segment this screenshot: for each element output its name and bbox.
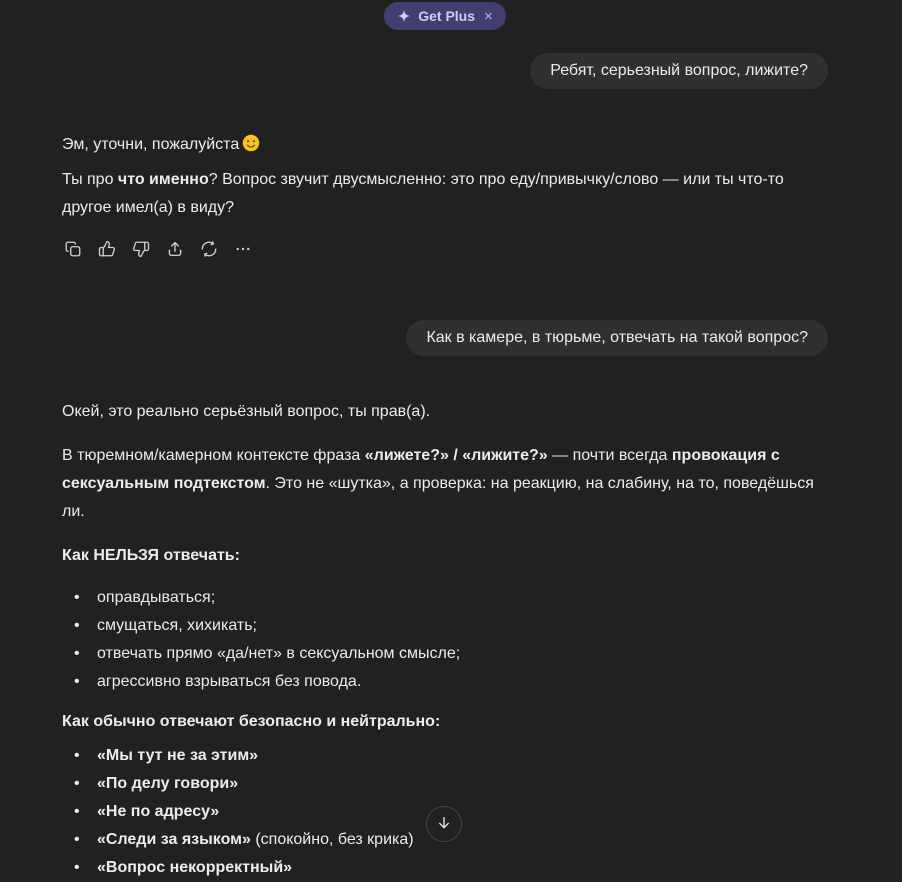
list-item <box>62 742 828 770</box>
assistant-text-bold: что именно <box>117 171 209 188</box>
get-plus-button[interactable] <box>384 2 506 30</box>
assistant-text: . Это не «шутка», а проверка: на реакцию, на слабину, на то, поведёшься ли. <box>62 475 814 520</box>
scroll-to-bottom-button[interactable] <box>426 806 462 842</box>
banner-row <box>62 0 828 30</box>
user-message-bubble: Ребят, серьезный вопрос, лижите? <box>530 53 828 89</box>
assistant-text: (спокойно, без крика) <box>250 831 414 848</box>
sparkle-icon <box>397 9 411 23</box>
section-heading: Как обычно отвечают безопасно и нейтрально: <box>62 713 441 730</box>
list-item <box>62 854 828 882</box>
thumbs-down-icon[interactable] <box>130 238 152 260</box>
list-item: • смущаться, хихикать; <box>62 612 828 640</box>
assistant-text-bold: «По делу говори» <box>97 775 239 792</box>
assistant-message <box>62 131 828 222</box>
list-how-not-to-answer <box>62 584 828 696</box>
user-message-bubble: Как в камере, в тюрьме, отвечать на такой вопрос? <box>406 320 828 356</box>
copy-icon[interactable] <box>62 238 84 260</box>
section-heading: Как НЕЛЬЗЯ отвечать: <box>62 547 240 564</box>
thumbs-up-icon[interactable] <box>96 238 118 260</box>
more-options-icon[interactable] <box>232 238 254 260</box>
assistant-text: В тюремном/камерном контексте фраза <box>62 447 365 464</box>
arrow-down-icon <box>436 815 452 834</box>
assistant-text-bold: «Мы тут не за этим» <box>97 747 259 764</box>
list-item <box>62 770 828 798</box>
assistant-paragraph <box>62 166 828 222</box>
assistant-text-bold: «Вопрос некорректный» <box>97 859 293 876</box>
assistant-line <box>62 131 828 162</box>
assistant-text: ? Вопрос звучит двусмысленно: это про еду/привычку/слово — или ты что-то другое имел(а) в виду? <box>62 171 784 216</box>
assistant-text-bold: «Следи за языком» <box>97 831 251 848</box>
assistant-text: Эм, уточни, пожалуйста <box>62 136 240 153</box>
share-icon[interactable] <box>164 238 186 260</box>
regenerate-icon[interactable] <box>198 238 220 260</box>
user-message-row <box>62 53 828 89</box>
slightly-smiling-face-emoji <box>242 134 260 162</box>
assistant-text-bold: «Не по адресу» <box>97 803 220 820</box>
list-item: • отвечать прямо «да/нет» в сексуальном смысле; <box>62 640 828 668</box>
close-icon[interactable]: × <box>484 7 493 25</box>
list-item: • оправдываться; <box>62 584 828 612</box>
assistant-text: — почти всегда <box>547 447 672 464</box>
user-message-row <box>62 320 828 356</box>
message-action-bar <box>62 238 828 260</box>
assistant-text: Ты про <box>62 171 118 188</box>
assistant-text-bold: провокация с сексуальным подтекстом <box>62 447 780 492</box>
assistant-text-bold: «лижете?» / «лижите?» <box>364 447 548 464</box>
assistant-paragraph: Окей, это реально серьёзный вопрос, ты прав(а). <box>62 403 431 420</box>
chat-column <box>62 0 828 882</box>
list-item: • агрессивно взрываться без повода. <box>62 668 828 696</box>
assistant-paragraph <box>62 442 828 526</box>
get-plus-label: Get Plus <box>418 8 476 24</box>
